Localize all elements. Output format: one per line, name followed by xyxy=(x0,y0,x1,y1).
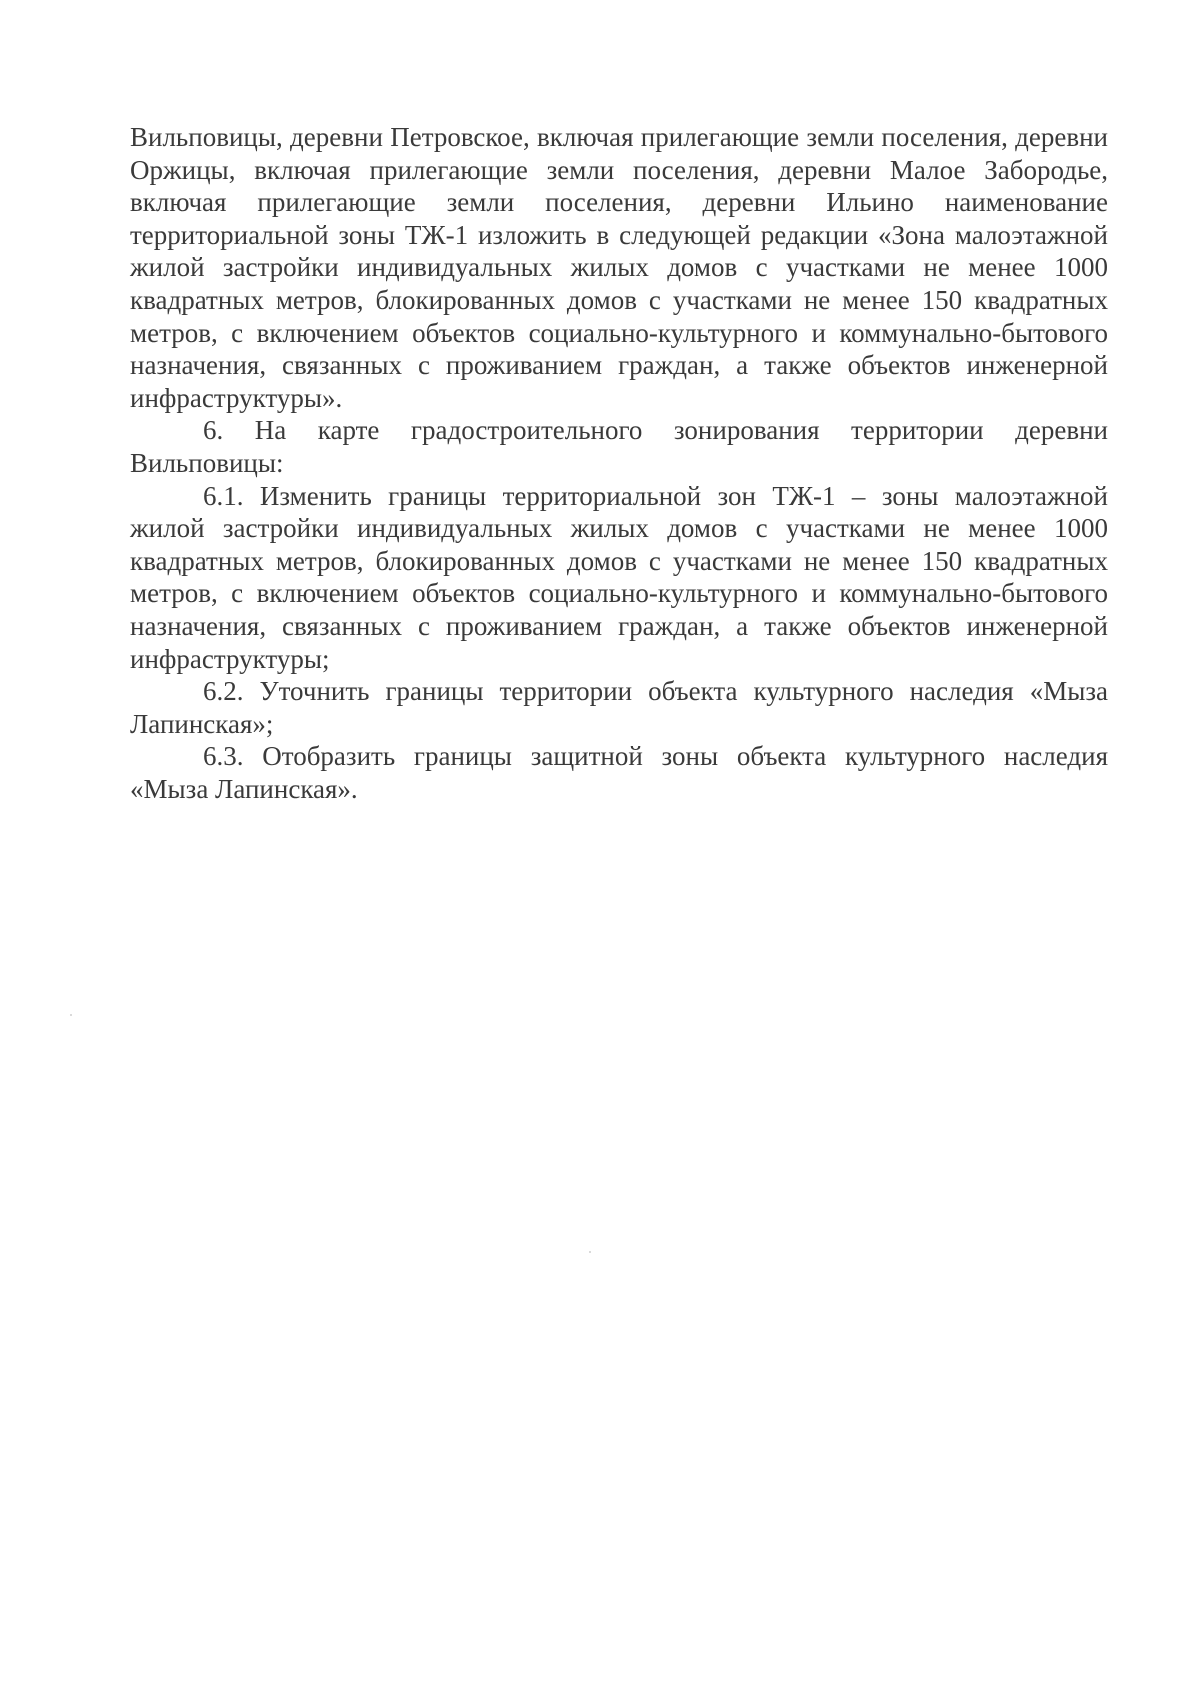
paragraph-item-6-2: 6.2. Уточнить границы территории объекта культурного наследия «Мыза Лапинская»; xyxy=(130,676,1108,739)
paragraph-item-6: 6. На карте градостроительного зонирования территории деревни Вильповицы: xyxy=(130,415,1108,478)
scan-speck xyxy=(70,1014,72,1016)
paragraph-item-6-3: 6.3. Отобразить границы защитной зоны объекта культурного наследия «Мыза Лапинская». xyxy=(130,741,1108,804)
paragraph-continuation: Вильповицы, деревни Петровское, включая прилегающие земли поселения, деревни Оржицы, включая прилегающие земли поселения, деревни Малое Забородье, включая прилегающие земли поселения, деревни Ильино наименование территориальной зоны ТЖ-1 изложить в следующей редакции «Зона малоэтажной жилой застройки индивидуальных жилых домов с участками не менее 1000 квадратных метров, блокированных домов с участками не менее 150 квадратных метров, с включением объектов социально-культурного и коммунально-бытового назначения, связанных с проживанием граждан, а также объектов инженерной инфраструктуры». xyxy=(130,122,1108,413)
scan-speck xyxy=(589,1251,591,1253)
document-body xyxy=(130,121,1108,805)
paragraph-item-6-1: 6.1. Изменить границы территориальной зон ТЖ-1 – зоны малоэтажной жилой застройки индивидуальных жилых домов с участками не менее 1000 квадратных метров, блокированных домов с участками не менее 150 квадратных метров, с включением объектов социально-культурного и коммунально-бытового назначения, связанных с проживанием граждан, а также объектов инженерной инфраструктуры; xyxy=(130,480,1108,674)
